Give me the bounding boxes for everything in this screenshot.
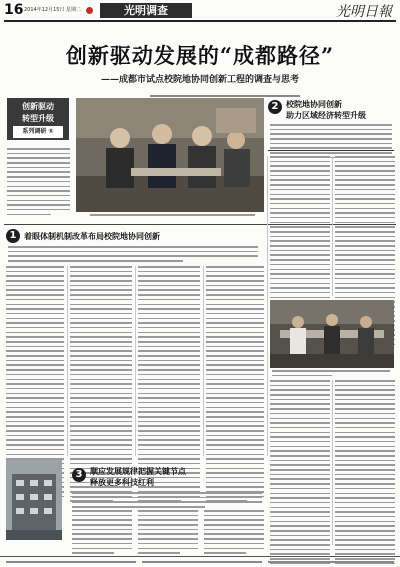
section-2-heading-2: 助力区域经济转型升级 [286, 110, 366, 120]
series-line-2: 转型升级 [22, 114, 54, 123]
section-3-number: 3 [72, 468, 86, 482]
meeting-photo [76, 98, 264, 212]
series-line-1: 创新驱动 [22, 102, 54, 111]
section-3-heading-1: 顺应发展规律把握关键节点 [90, 466, 186, 476]
column-divider [67, 266, 68, 456]
section-2-number: 2 [268, 100, 282, 114]
page-title: 创新驱动发展的“成都路径” [65, 43, 335, 68]
section-3-heading-2: 释放更多科技红利 [90, 477, 154, 487]
body-column-8 [335, 380, 395, 567]
column-divider [332, 380, 333, 545]
column-divider [332, 156, 333, 296]
issue-date: 2014年12月15日 星期二 [24, 7, 82, 13]
page-subtitle: ——成都市试点校院地协同创新工程的调查与思考 [100, 75, 299, 85]
page-header [0, 0, 400, 20]
section-3-column-2 [138, 510, 198, 557]
section-1-heading: 着眼体制机制改革布局校院地协同创新 [24, 231, 160, 241]
intro-text [7, 148, 70, 218]
body-column-4 [206, 266, 264, 505]
body-column-7 [270, 380, 330, 567]
column-divider [135, 266, 136, 456]
masthead-logo: 光明日報 [336, 4, 392, 20]
section-3-column-1 [72, 510, 132, 557]
building-photo [6, 460, 62, 540]
section-label: 光明调查 [100, 3, 192, 18]
page-footer [0, 556, 400, 567]
section-2-heading-1: 校院地协同创新 [286, 99, 342, 109]
section-2-rule [268, 150, 394, 151]
lab-photo-caption [272, 370, 392, 376]
section-3-lede [72, 492, 262, 511]
section-3-column-3 [204, 510, 264, 557]
page-number: 16 [4, 2, 24, 18]
lab-photo [270, 300, 394, 368]
section-1-number: 1 [6, 229, 20, 243]
byline [150, 93, 300, 97]
section-1-lede [8, 246, 258, 265]
header-rule [4, 20, 396, 22]
column-divider [203, 266, 204, 456]
series-number: 系列调研 ⑤ [13, 126, 63, 138]
series-badge [7, 98, 69, 140]
photo-caption [90, 214, 260, 216]
column-divider [267, 156, 268, 456]
